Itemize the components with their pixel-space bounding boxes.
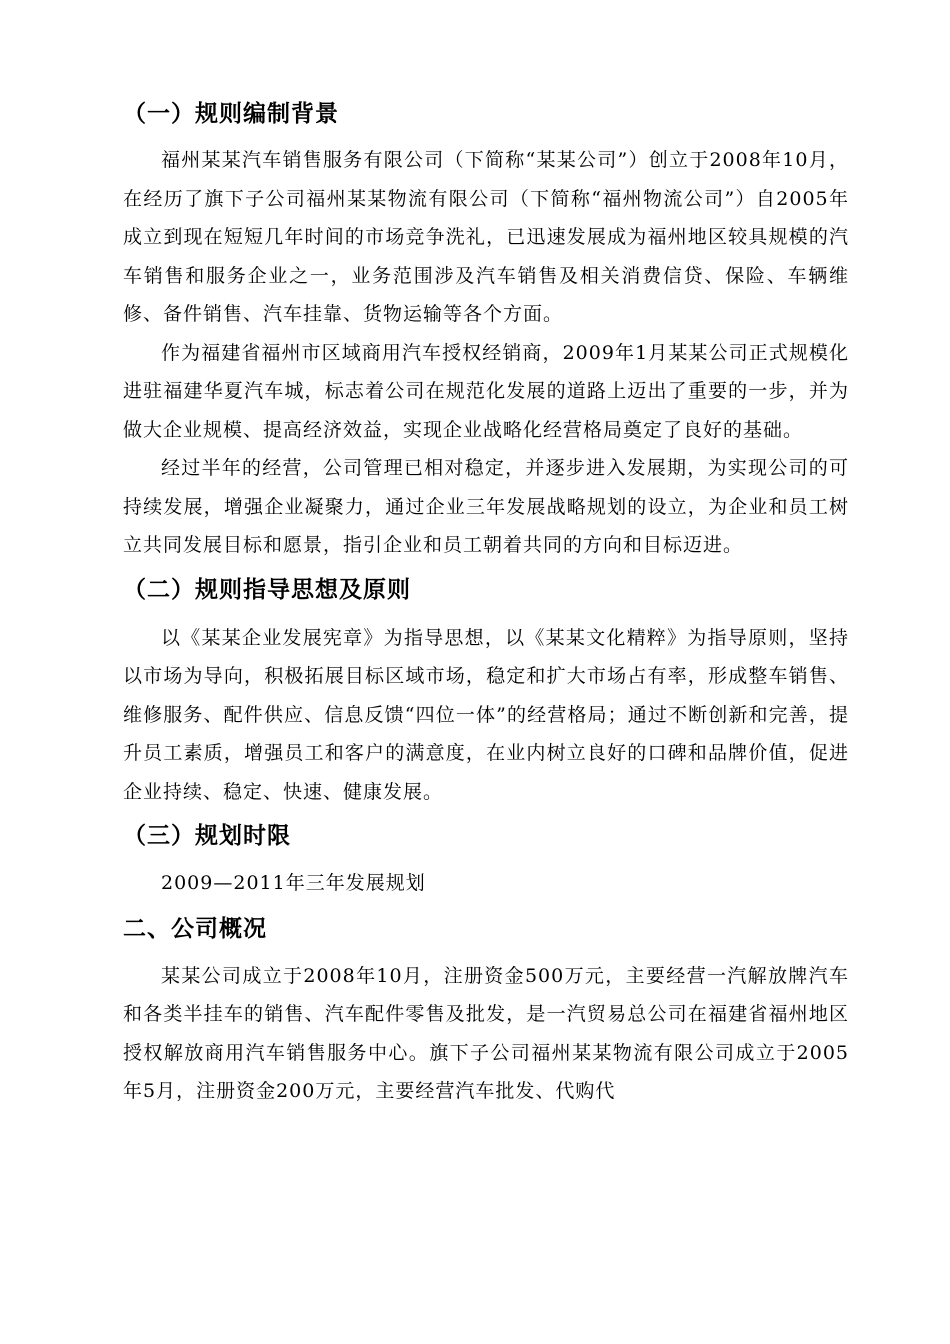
section-heading-company-overview: 二、公司概况 xyxy=(123,915,267,942)
document-body xyxy=(123,96,849,1111)
paragraph-company-history: 福州某某汽车销售服务有限公司（下简称“某某公司”）创立于2008年10月，在经历了旗下子公司福州某某物流有限公司（下简称“福州物流公司”）自2005年成立到现在短短几年时间的市场竞争洗礼，已迅速发展成为福州地区较具规模的汽车销售和服务企业之一，业务范围涉及汽车销售及相关消费信贷、保险、车辆维修、备件销售、汽车挂靠、货物运输等各个方面。 xyxy=(123,149,849,325)
section-heading-time-limit: （三）规划时限 xyxy=(123,823,291,849)
paragraph-company-overview: 某某公司成立于2008年10月，注册资金500万元，主要经营一汽解放牌汽车和各类半挂车的销售、汽车配件零售及批发，是一汽贸易总公司在福建省福州地区授权解放商用汽车销售服务中心。旗下子公司福州某某物流有限公司成立于2005年5月，注册资金200万元，主要经营汽车批发、代购代 xyxy=(123,964,849,1102)
section-heading-background: （一）规则编制背景 xyxy=(123,101,339,127)
paragraph-dealer-entry: 作为福建省福州市区域商用汽车授权经销商，2009年1月某某公司正式规模化进驻福建华夏汽车城，标志着公司在规范化发展的道路上迈出了重要的一步，并为做大企业规模、提高经济效益，实现企业战略化经营格局奠定了良好的基础。 xyxy=(123,341,849,441)
paragraph-guiding-principles: 以《某某企业发展宪章》为指导思想，以《某某文化精粹》为指导原则，坚持以市场为导向，积极拓展目标区域市场，稳定和扩大市场占有率，形成整车销售、维修服务、配件供应、信息反馈“四位一体”的经营格局；通过不断创新和完善，提升员工素质，增强员工和客户的满意度，在业内树立良好的口碑和品牌价值，促进企业持续、稳定、快速、健康发展。 xyxy=(123,626,849,803)
paragraph-planning-purpose: 经过半年的经营，公司管理已相对稳定，并逐步进入发展期，为实现公司的可持续发展，增强企业凝聚力，通过企业三年发展战略规划的设立，为企业和员工树立共同发展目标和愿景，指引企业和员工朝着共同的方向和目标迈进。 xyxy=(123,457,849,556)
paragraph-plan-period: 2009—2011年三年发展规划 xyxy=(161,872,426,894)
section-heading-principles: （二）规则指导思想及原则 xyxy=(123,576,411,603)
